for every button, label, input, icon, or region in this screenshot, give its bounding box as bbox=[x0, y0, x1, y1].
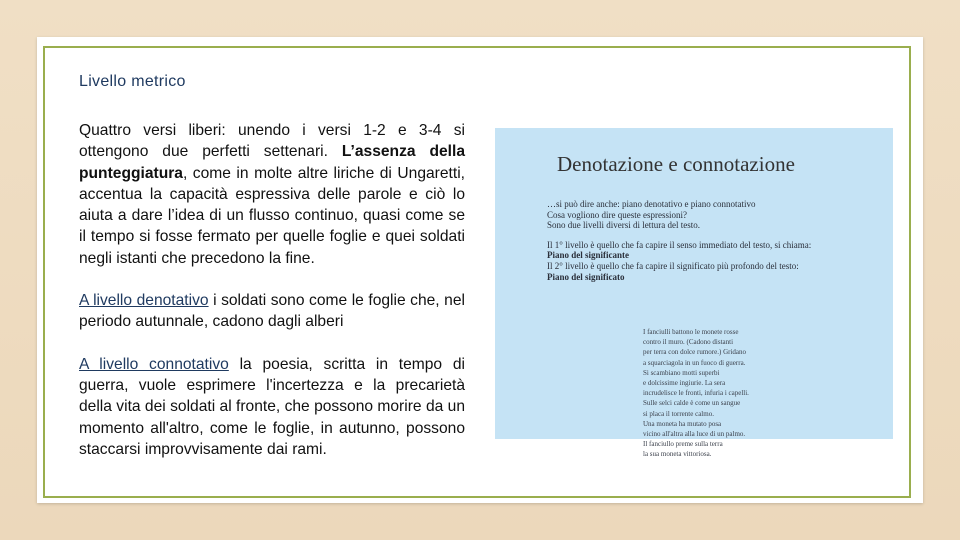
poem-line: a squarciagola in un fuoco di guerra. bbox=[643, 358, 746, 367]
denotativo-text: i soldati sono come le foglie che, nel periodo autunnale, cadono dagli alberi bbox=[79, 292, 465, 331]
slide-title: Livello metrico bbox=[79, 73, 186, 90]
body-text bbox=[79, 120, 465, 460]
poem-line: Sulle selci calde è come un sangue bbox=[643, 399, 741, 408]
poem-line: la sua moneta vittoriosa. bbox=[643, 450, 712, 459]
figure-line-bold: Piano del significante bbox=[547, 250, 630, 261]
figure-title: Denotazione e connotazione bbox=[557, 152, 795, 176]
figure-line: Il 1° livello è quello che fa capire il senso immediato del testo, si chiama: bbox=[547, 239, 812, 250]
poem-line: Si scambiano motti superbi bbox=[643, 368, 720, 377]
poem-line: vicino all'altra alla luce di un palmo. bbox=[643, 430, 746, 439]
connotativo-text: la poesia, scritta in tempo di guerra, vuole esprimere l'incertezza e la precarietà della vita dei soldati al fronte, che possono morire da un momento all'altro, come le foglie, in autunno, possono staccarsi improvvisamente dai rami. bbox=[79, 355, 466, 458]
figure-line: Sono due livelli diversi di lettura del testo. bbox=[547, 220, 700, 231]
paragraph-metrico bbox=[79, 120, 465, 269]
denotativo-label: A livello denotativo bbox=[79, 292, 209, 310]
poem-line: Il fanciullo preme sulla terra bbox=[643, 440, 723, 449]
poem-line: si placa il torrente calmo. bbox=[643, 409, 714, 418]
connotativo-label: A livello connotativo bbox=[79, 355, 229, 373]
poem-line: contro il muro. (Cadono distanti bbox=[643, 338, 734, 347]
figure-line: Il 2° livello è quello che fa capire il significato più profondo del testo: bbox=[547, 260, 799, 271]
figure-text bbox=[547, 199, 887, 282]
paragraph-connotativo bbox=[79, 354, 465, 460]
paragraph-denotativo bbox=[79, 290, 465, 333]
slide bbox=[37, 37, 923, 503]
figure-line-bold: Piano del significato bbox=[547, 271, 625, 282]
denotation-connotation-figure bbox=[495, 128, 893, 459]
poem-line: I fanciulli battono le monete rosse bbox=[643, 328, 739, 336]
figure-line: Cosa vogliono dire queste espressioni? bbox=[547, 209, 687, 220]
paragraph-metrico-start: Quattro versi liberi: unendo i versi 1-2 e 3-4 si ottengono due perfetti settenari. bbox=[79, 122, 465, 161]
poem-line: per terra con dolce rumore.) Gridano bbox=[643, 348, 747, 357]
paragraph-metrico-end: , come in molte altre liriche di Ungaretti, accentua la capacità espressiva delle parole e ciò lo aiuta a dare l’idea di un flusso continuo, quasi come se il tempo si fosse fermato per quelle foglie e quei soldati negli istanti che precedono la fine. bbox=[79, 164, 465, 267]
punteggiatura-emphasis: L’assenza della punteggiatura bbox=[79, 143, 465, 182]
poem-excerpt bbox=[643, 327, 749, 460]
figure-line: …si può dire anche: piano denotativo e piano connotativo bbox=[547, 199, 756, 209]
poem-line: incrudelisce le fronti, infuria i capelli. bbox=[643, 389, 749, 398]
poem-line: e dolcissime ingiurie. La sera bbox=[643, 379, 726, 388]
poem-line: Una moneta ha mutato posa bbox=[643, 419, 722, 428]
